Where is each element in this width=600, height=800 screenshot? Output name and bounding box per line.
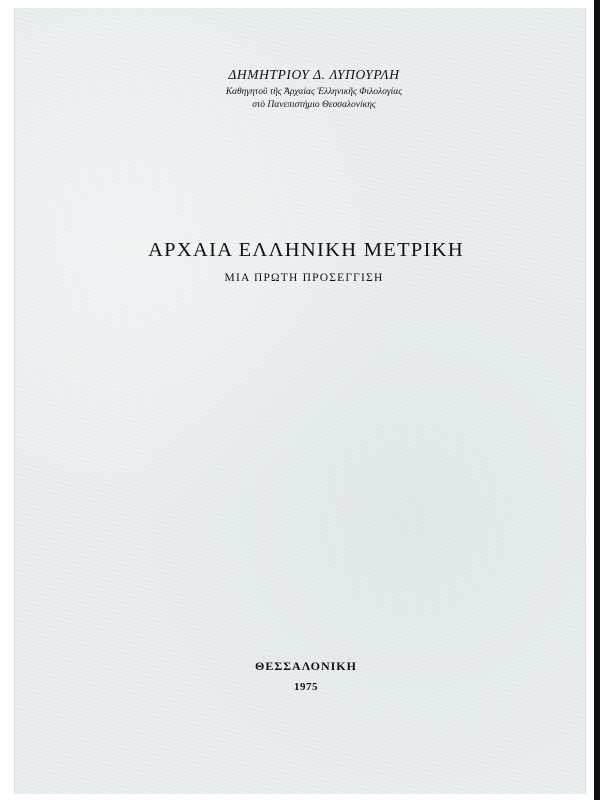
scan-edge-shadow (594, 0, 600, 800)
author-name: ΔΗΜΗΤΡΙΟΥ Δ. ΛΥΠΟΥΡΛΗ (228, 67, 400, 82)
publication-year: 1975 (294, 681, 318, 693)
author-affiliation-line-1: Καθηγητοῦ τῆς Ἀρχαίας Ἑλληνικῆς Φιλολογίας (225, 87, 403, 97)
publication-place: ΘΕΣΣΑΛΟΝΙΚΗ (255, 659, 357, 673)
book-subtitle: ΜΙΑ ΠΡΩΤΗ ΠΡΟΣΕΓΓΙΣΗ (224, 272, 384, 284)
paper-page (14, 8, 586, 794)
book-title: ΑΡΧΑΙΑ ΕΛΛΗΝΙΚΗ ΜΕΤΡΙΚΗ (148, 239, 464, 261)
author-affiliation-line-2: στὸ Πανεπιστήμιο Θεσσαλονίκης (252, 100, 376, 110)
